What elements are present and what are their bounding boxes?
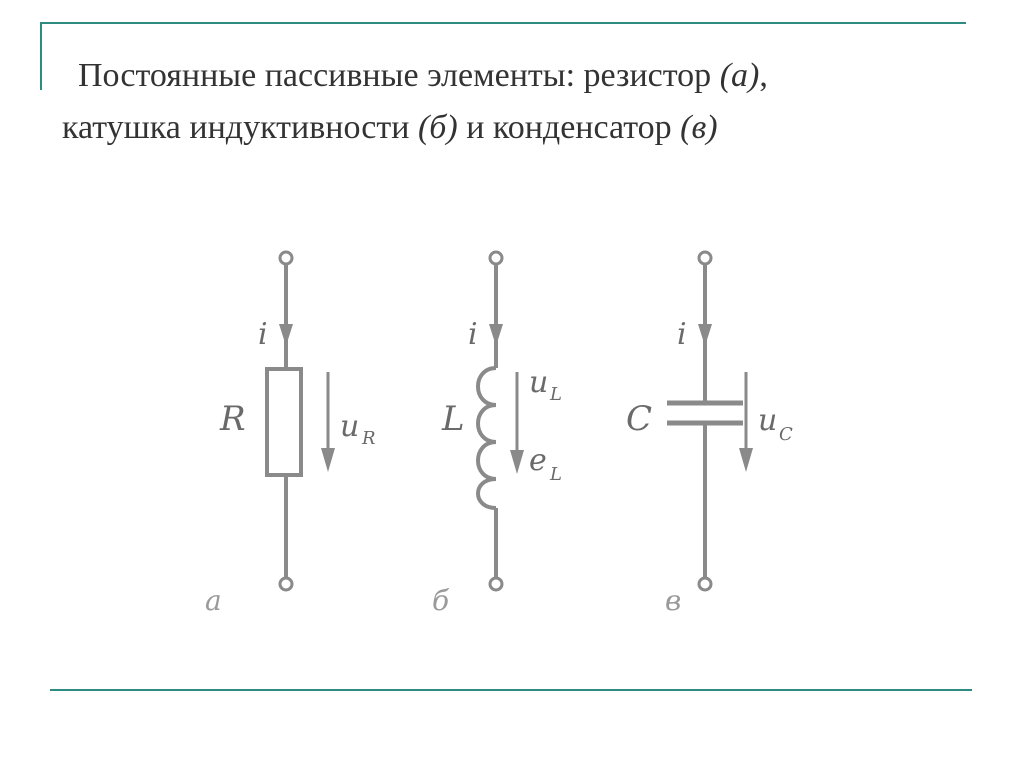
inductor-element-label: L [442, 399, 465, 439]
resistor-circuit [205, 252, 376, 617]
title-comma: , [759, 57, 768, 94]
capacitor-top-terminal [699, 252, 711, 264]
inductor-voltage-label: u [529, 365, 549, 400]
capacitor-current-arrow [698, 324, 712, 346]
inductor-emf-subscript: L [550, 464, 562, 485]
title-text-2a: катушка индуктивности [62, 109, 418, 146]
inductor-circuit [432, 252, 562, 617]
resistor-voltage-arrowhead [321, 448, 335, 472]
capacitor-current-label: i [677, 317, 687, 352]
inductor-current-label: i [468, 317, 478, 352]
inductor-caption: б [432, 584, 450, 617]
capacitor-voltage-subscript: C [779, 424, 793, 445]
title-tag-a: (а) [719, 57, 760, 94]
capacitor-element-label: C [626, 399, 653, 439]
inductor-emf-label: e [529, 443, 547, 478]
inductor-top-terminal [490, 252, 502, 264]
inductor-bottom-terminal [490, 578, 502, 590]
inductor-voltage-subscript: L [550, 384, 562, 405]
resistor-bottom-terminal [280, 578, 292, 590]
capacitor-voltage-label: u [758, 403, 778, 438]
capacitor-voltage-arrowhead [739, 448, 753, 472]
capacitor-bottom-terminal [699, 578, 711, 590]
title-tag-b: (б) [417, 109, 458, 146]
resistor-body [267, 369, 301, 475]
resistor-caption: а [205, 584, 222, 617]
capacitor-circuit [626, 252, 793, 617]
resistor-current-label: i [258, 317, 268, 352]
resistor-voltage-subscript: R [362, 428, 376, 449]
resistor-element-label: R [220, 399, 246, 439]
resistor-current-arrow [279, 324, 293, 346]
resistor-voltage-label: u [340, 409, 360, 444]
title-text-2b: и конденсатор [457, 109, 681, 146]
inductor-coil [478, 368, 496, 508]
inductor-current-arrow [489, 324, 503, 346]
title-tag-v: (в) [680, 109, 718, 146]
resistor-top-terminal [280, 252, 292, 264]
title-text-1: Постоянные пассивные элементы: резистор [78, 57, 720, 94]
capacitor-caption: в [665, 584, 682, 617]
inductor-voltage-arrowhead [510, 450, 524, 474]
